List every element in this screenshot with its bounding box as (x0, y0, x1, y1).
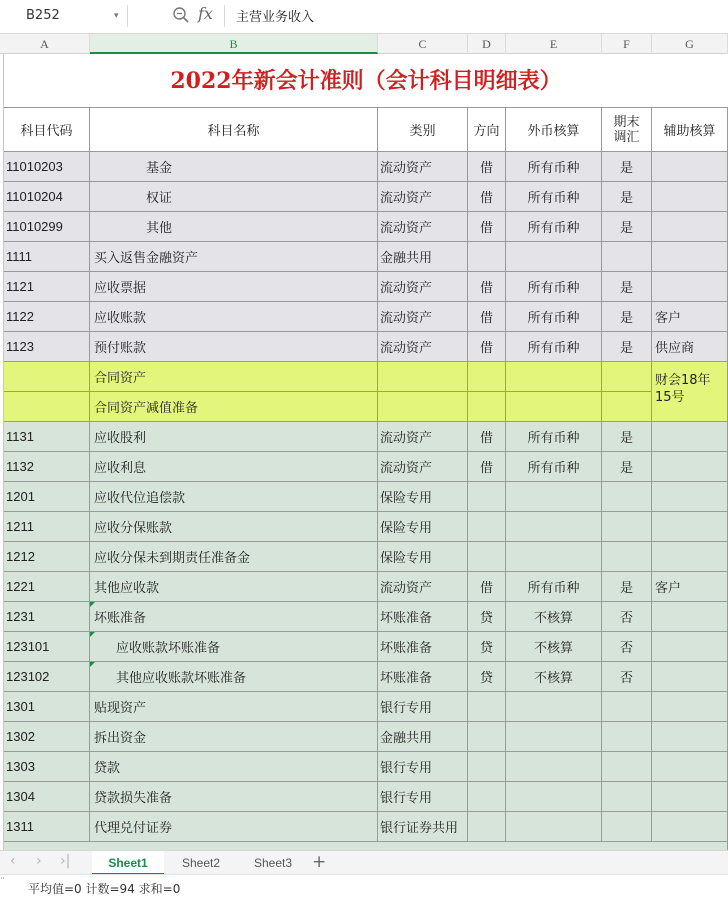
cell-name[interactable]: 应收利息 (90, 452, 378, 482)
cell-name[interactable]: 拆出资金 (90, 722, 378, 752)
status-indicator-icon: ¨ (0, 877, 5, 888)
table-row (4, 182, 728, 212)
cell-category[interactable]: 保险专用 (378, 512, 468, 542)
table-header-row (4, 108, 728, 152)
cell-adjust[interactable]: 否 (602, 602, 652, 632)
header-code[interactable]: 科目代码 (4, 108, 90, 152)
cell-direction[interactable] (468, 542, 506, 572)
cell-code[interactable]: 1311 (4, 812, 90, 842)
cell-name-text: 其他应收账款坏账准备 (116, 671, 247, 686)
tab-sheet3[interactable]: Sheet3 (253, 856, 293, 870)
cell-name[interactable]: 应收票据 (90, 272, 378, 302)
cell-currency[interactable] (506, 752, 602, 782)
cell-name[interactable]: 应收分保未到期责任准备金 (90, 542, 378, 572)
cell-code[interactable]: 1211 (4, 512, 90, 542)
cell-adjust[interactable] (602, 242, 652, 272)
cell-name[interactable]: 合同资产减值准备 (90, 392, 378, 422)
cell-adjust[interactable]: 是 (602, 152, 652, 182)
cell-direction[interactable] (468, 722, 506, 752)
cell-currency[interactable] (506, 692, 602, 722)
cell-code[interactable]: 1212 (4, 542, 90, 572)
cell-name-text: 坏账准备 (94, 611, 147, 626)
formula-bar (0, 0, 728, 34)
table-row (4, 332, 728, 362)
cell-code[interactable]: 1302 (4, 722, 90, 752)
cell-aux[interactable] (652, 812, 728, 842)
comment-marker-icon (90, 602, 95, 607)
cell-name[interactable] (90, 602, 378, 632)
cell-aux[interactable] (652, 782, 728, 812)
cell-direction[interactable] (468, 692, 506, 722)
merged-aux-container (4, 362, 728, 422)
cell-category[interactable]: 银行专用 (378, 782, 468, 812)
cell-direction[interactable]: 借 (468, 332, 506, 362)
cell-adjust[interactable]: 是 (602, 272, 652, 302)
cell-aux[interactable] (652, 752, 728, 782)
cell-aux[interactable] (652, 212, 728, 242)
table-row (4, 512, 728, 542)
cell-category[interactable]: 流动资产 (378, 452, 468, 482)
cell-aux[interactable]: 供应商 (652, 332, 728, 362)
cell-aux[interactable] (652, 272, 728, 302)
header-period-adjust-line2: 调汇 (613, 129, 640, 145)
cell-direction[interactable]: 贷 (468, 632, 506, 662)
cell-adjust[interactable] (602, 482, 652, 512)
function-icon[interactable]: fx (198, 4, 213, 23)
cell-category[interactable]: 银行专用 (378, 692, 468, 722)
cell-direction[interactable]: 借 (468, 452, 506, 482)
sheet-tab-bar (0, 850, 728, 874)
cell-category[interactable]: 流动资产 (378, 572, 468, 602)
cell-adjust[interactable] (602, 722, 652, 752)
status-summary[interactable]: 平均值=0 计数=94 求和=0 (28, 882, 181, 896)
column-header-a[interactable]: A (0, 34, 90, 54)
cell-adjust[interactable]: 否 (602, 662, 652, 692)
cell-currency[interactable]: 所有币种 (506, 422, 602, 452)
cell-currency[interactable] (506, 542, 602, 572)
cell-name[interactable]: 应收股利 (90, 422, 378, 452)
cell-adjust[interactable]: 否 (602, 632, 652, 662)
cell-aux[interactable] (652, 692, 728, 722)
prev-sheet-icon[interactable]: ‹ (10, 853, 16, 869)
cell-direction[interactable]: 借 (468, 272, 506, 302)
cell-aux[interactable] (652, 422, 728, 452)
cell-direction[interactable]: 借 (468, 422, 506, 452)
cell-currency[interactable]: 不核算 (506, 602, 602, 632)
cell-code[interactable]: 1201 (4, 482, 90, 512)
cell-adjust[interactable]: 是 (602, 452, 652, 482)
cell-direction[interactable]: 贷 (468, 602, 506, 632)
cell-name[interactable]: 应收代位追偿款 (90, 482, 378, 512)
cell-category[interactable]: 流动资产 (378, 182, 468, 212)
cell-category[interactable]: 保险专用 (378, 542, 468, 572)
cell-aux[interactable] (652, 242, 728, 272)
cell-category[interactable]: 保险专用 (378, 482, 468, 512)
cell-currency[interactable] (506, 782, 602, 812)
cell-name[interactable] (90, 632, 378, 662)
cell-name[interactable]: 贷款 (90, 752, 378, 782)
table-row (4, 212, 728, 242)
status-bar (0, 874, 728, 898)
cell-direction[interactable] (468, 752, 506, 782)
cell-code[interactable]: 1131 (4, 422, 90, 452)
cell-direction[interactable]: 借 (468, 182, 506, 212)
cell-currency[interactable]: 不核算 (506, 632, 602, 662)
column-header-d[interactable]: D (468, 34, 506, 54)
cell-category[interactable]: 流动资产 (378, 212, 468, 242)
cell-adjust[interactable] (602, 542, 652, 572)
table-row (4, 602, 728, 632)
cell-adjust[interactable]: 是 (602, 572, 652, 602)
cell-adjust[interactable]: 是 (602, 212, 652, 242)
cell-name-text: 应收账款坏账准备 (116, 641, 221, 656)
cell-currency[interactable]: 所有币种 (506, 152, 602, 182)
table-row (4, 452, 728, 482)
cell-category[interactable]: 流动资产 (378, 272, 468, 302)
header-name[interactable]: 科目名称 (90, 108, 378, 152)
cell-code[interactable]: 1123 (4, 332, 90, 362)
cell-aux[interactable] (652, 602, 728, 632)
cell-code[interactable]: 1121 (4, 272, 90, 302)
cell-category[interactable]: 金融共用 (378, 242, 468, 272)
table-row (4, 272, 728, 302)
table-row-partial (4, 842, 728, 850)
header-period-adjust[interactable] (602, 108, 652, 152)
spreadsheet-grid (0, 54, 728, 850)
cell-currency[interactable] (506, 812, 602, 842)
cell-direction[interactable]: 借 (468, 302, 506, 332)
comment-marker-icon (90, 662, 95, 667)
formula-divider (224, 5, 225, 27)
formula-input[interactable]: 主营业务收入 (236, 10, 315, 25)
cell-category[interactable]: 坏账准备 (378, 662, 468, 692)
cell-aux[interactable] (652, 542, 728, 572)
cell-code[interactable]: 11010204 (4, 182, 90, 212)
cell-code[interactable]: 11010203 (4, 152, 90, 182)
cell-category[interactable]: 银行证券共用 (378, 812, 468, 842)
cell-currency[interactable]: 所有币种 (506, 182, 602, 212)
cell-code[interactable]: 1231 (4, 602, 90, 632)
cell-name[interactable]: 预付账款 (90, 332, 378, 362)
cell-aux[interactable]: 客户 (652, 572, 728, 602)
cell-name[interactable]: 代理兑付证券 (90, 812, 378, 842)
cell-currency[interactable]: 不核算 (506, 662, 602, 692)
name-box-dropdown-icon[interactable]: ▾ (114, 11, 119, 21)
cell-adjust[interactable] (602, 692, 652, 722)
cell-category[interactable]: 流动资产 (378, 332, 468, 362)
cell-adjust[interactable]: 是 (602, 422, 652, 452)
cell-direction[interactable] (468, 782, 506, 812)
cell-direction[interactable]: 借 (468, 152, 506, 182)
next-sheet-icon[interactable]: › (36, 853, 42, 869)
cell-code[interactable]: 1132 (4, 452, 90, 482)
cell-aux[interactable]: 客户 (652, 302, 728, 332)
zoom-icon[interactable] (172, 6, 190, 24)
cell-category[interactable]: 银行专用 (378, 752, 468, 782)
table-row (4, 422, 728, 452)
cell-code[interactable]: 1301 (4, 692, 90, 722)
cell-adjust[interactable]: 是 (602, 182, 652, 212)
column-header-b[interactable]: B (90, 34, 378, 54)
cell-name[interactable]: 基金 (90, 152, 378, 182)
cell-currency[interactable]: 所有币种 (506, 302, 602, 332)
header-direction[interactable]: 方向 (468, 108, 506, 152)
table-row (4, 632, 728, 662)
table-row (4, 722, 728, 752)
column-header-e[interactable]: E (506, 34, 602, 54)
cell-direction[interactable] (468, 512, 506, 542)
cell-aux[interactable] (652, 182, 728, 212)
name-box[interactable]: B252 (4, 5, 128, 27)
merged-aux-note[interactable]: 财会18年15号 (652, 362, 728, 422)
cell-aux[interactable] (652, 452, 728, 482)
cell-code[interactable]: 1303 (4, 752, 90, 782)
cell-aux[interactable] (652, 152, 728, 182)
cell-currency[interactable] (506, 242, 602, 272)
cell-name[interactable]: 其他 (90, 212, 378, 242)
cell-direction[interactable]: 借 (468, 572, 506, 602)
cell-category[interactable]: 坏账准备 (378, 632, 468, 662)
sheet-title[interactable]: 2022年新会计准则（会计科目明细表） (4, 54, 728, 108)
column-header-g[interactable]: G (652, 34, 728, 54)
comment-marker-icon (90, 632, 95, 637)
cell-code[interactable]: 1122 (4, 302, 90, 332)
cell-name[interactable]: 应收分保账款 (90, 512, 378, 542)
cell-name[interactable]: 贴现资产 (90, 692, 378, 722)
cell-aux[interactable] (652, 722, 728, 752)
table-row (4, 302, 728, 332)
cell-name[interactable]: 权证 (90, 182, 378, 212)
cell-direction[interactable] (468, 812, 506, 842)
cell-name[interactable]: 买入返售金融资产 (90, 242, 378, 272)
cell-name[interactable]: 其他应收款 (90, 572, 378, 602)
table-row (4, 782, 728, 812)
add-sheet-icon[interactable]: + (312, 852, 327, 872)
table-row (4, 692, 728, 722)
tab-sheet1[interactable]: Sheet1 (92, 851, 164, 875)
cell-category[interactable]: 金融共用 (378, 722, 468, 752)
cell-code[interactable]: 1221 (4, 572, 90, 602)
cell-currency[interactable]: 所有币种 (506, 332, 602, 362)
cell-adjust[interactable]: 是 (602, 332, 652, 362)
table-row (4, 812, 728, 842)
cell-category[interactable]: 坏账准备 (378, 602, 468, 632)
table-row (4, 752, 728, 782)
table-row (4, 482, 728, 512)
header-currency[interactable]: 外币核算 (506, 108, 602, 152)
cell-adjust[interactable] (602, 512, 652, 542)
tab-sheet2[interactable]: Sheet2 (181, 856, 221, 870)
column-header-c[interactable]: C (378, 34, 468, 54)
table-row (4, 662, 728, 692)
cell-currency[interactable] (506, 722, 602, 752)
cell-aux[interactable] (652, 482, 728, 512)
cell-name[interactable]: 贷款损失准备 (90, 782, 378, 812)
cell-code[interactable]: 1111 (4, 242, 90, 272)
cell-currency[interactable] (506, 512, 602, 542)
cell-category[interactable]: 流动资产 (378, 302, 468, 332)
cell-name[interactable]: 应收账款 (90, 302, 378, 332)
table-row (4, 542, 728, 572)
cell-adjust[interactable] (602, 812, 652, 842)
cell-code[interactable]: 123101 (4, 632, 90, 662)
cell-aux[interactable] (652, 632, 728, 662)
cell-adjust[interactable]: 是 (602, 302, 652, 332)
cell-currency[interactable]: 所有币种 (506, 212, 602, 242)
cell-aux[interactable] (652, 662, 728, 692)
table-row (4, 572, 728, 602)
cell-aux[interactable] (652, 512, 728, 542)
cell-currency[interactable]: 所有币种 (506, 452, 602, 482)
cell-code[interactable]: 11010299 (4, 212, 90, 242)
cell-name[interactable] (90, 662, 378, 692)
column-header-f[interactable]: F (602, 34, 652, 54)
cell-currency[interactable]: 所有币种 (506, 572, 602, 602)
table-row (4, 242, 728, 272)
table-row (4, 152, 728, 182)
cell-direction[interactable]: 借 (468, 212, 506, 242)
cell-direction[interactable]: 贷 (468, 662, 506, 692)
cell-adjust[interactable] (602, 752, 652, 782)
cell-direction[interactable] (468, 242, 506, 272)
last-sheet-icon[interactable]: ›| (60, 853, 71, 869)
header-auxiliary[interactable]: 辅助核算 (652, 108, 728, 152)
cell-direction[interactable] (468, 482, 506, 512)
cell-category[interactable]: 流动资产 (378, 422, 468, 452)
cell-currency[interactable]: 所有币种 (506, 272, 602, 302)
cell-name[interactable]: 合同资产 (90, 362, 378, 392)
cell-adjust[interactable] (602, 782, 652, 812)
cell-code[interactable]: 1304 (4, 782, 90, 812)
column-header-row (0, 34, 728, 54)
header-category[interactable]: 类别 (378, 108, 468, 152)
cell-code[interactable]: 123102 (4, 662, 90, 692)
cell-currency[interactable] (506, 482, 602, 512)
cell-category[interactable]: 流动资产 (378, 152, 468, 182)
header-period-adjust-line1: 期末 (613, 114, 640, 130)
